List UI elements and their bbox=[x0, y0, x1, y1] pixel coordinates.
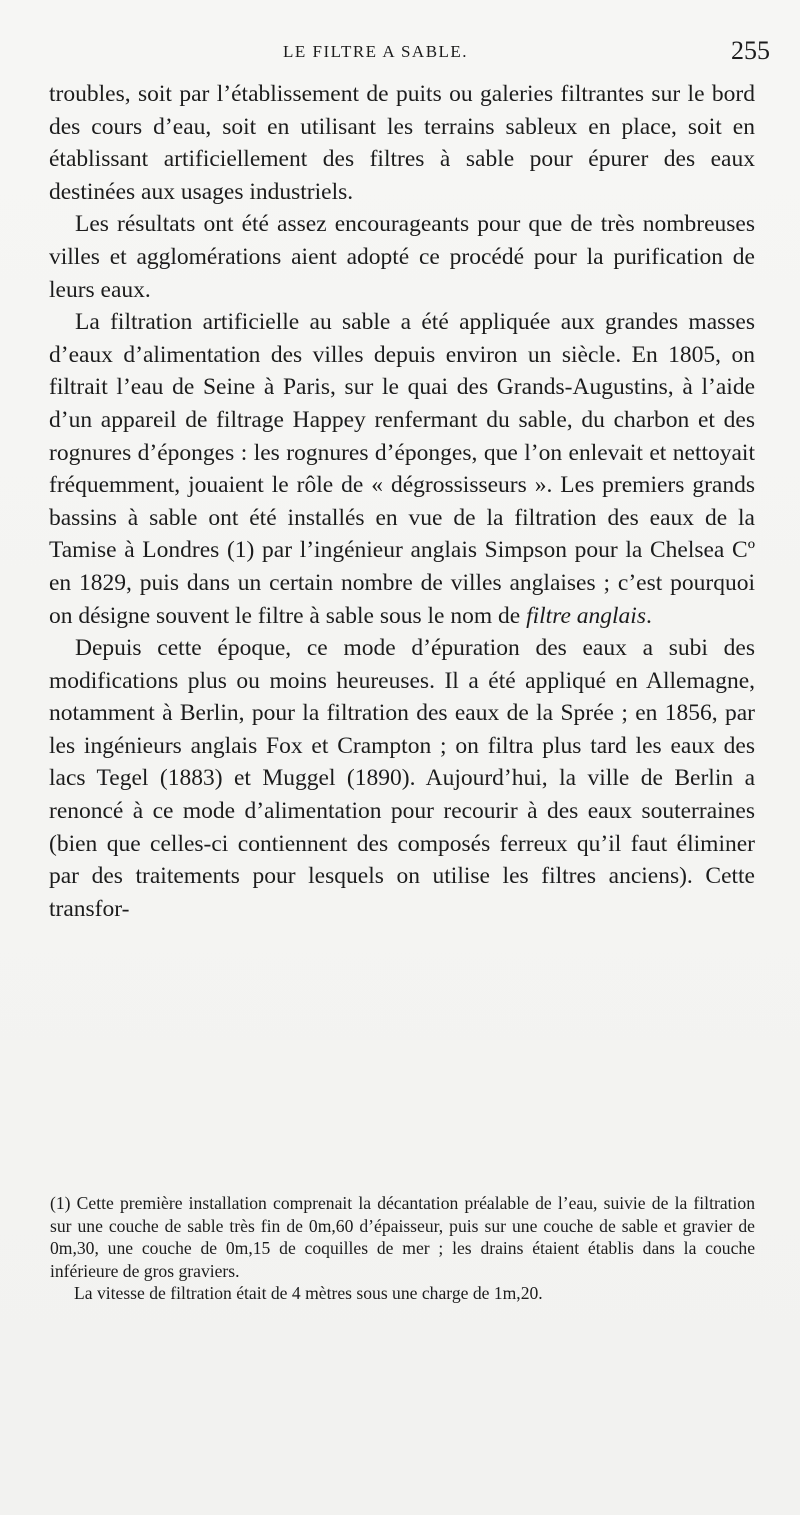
paragraph-history-text: La filtration artificielle au sable a été appliquée aux grandes masses d’eaux d’alimentation des villes depuis environ un siècle. En 1805, on filtrait l’eau de Seine à Paris, sur le quai des Grands-Augustins, à l’aide d’un appareil de filtrage Happey renfermant du sable, du charbon et des rognures d’éponges : les rognures d’éponges, que l’on enlevait et nettoyait fréquemment, jouaient le rôle de « dégrossisseurs ». Les premiers grands bassins à sable ont été installés en vue de la filtration des eaux de la Tamise à Londres (1) par l’ingénieur anglais Simpson pour la Chelsea Cº en 1829, puis dans un certain nombre de villes anglaises ; c’est pourquoi on désigne souvent le filtre à sable sous le nom de bbox=[49, 309, 755, 629]
footnotes bbox=[50, 1192, 755, 1305]
running-head bbox=[0, 36, 800, 66]
paragraph-continuation: troubles, soit par l’établissement de puits ou galeries filtrantes sur le bord des cours d’eau, soit en utilisant les terrains sableux en place, soit en établissant artificiellement des filtres à sable pour épurer des eaux destinées aux usages industriels. bbox=[49, 81, 755, 205]
paragraph-results: Les résultats ont été assez encourageants pour que de très nombreuses villes et agglomérations aient adopté ce procédé pour la purification de leurs eaux. bbox=[49, 211, 755, 303]
paragraph-history-end: . bbox=[645, 602, 652, 629]
paragraph-modifications: Depuis cette époque, ce mode d’épuration des eaux a subi des modifications plus ou moins heureuses. Il a été appliqué en Allemagne, notamment à Berlin, pour la filtration des eaux de la Sprée ; en 1856, par les ingénieurs anglais Fox et Crampton ; on filtra plus tard les eaux des lacs Tegel (1883) et Muggel (1890). Aujourd’hui, la ville de Berlin a renoncé à ce mode d’alimentation pour recourir à des eaux souterraines (bien que celles-ci contiennent des composés ferreux qu’il faut éliminer par des traitements pour lesquels on utilise les filtres anciens). Cette transfor- bbox=[49, 635, 755, 922]
running-title: LE FILTRE A SABLE. bbox=[283, 42, 469, 61]
page-number: 255 bbox=[731, 36, 770, 65]
paragraph-history bbox=[49, 306, 755, 632]
body-text bbox=[49, 78, 755, 925]
footnote-1-continuation: La vitesse de filtration était de 4 mètres sous une charge de 1m,20. bbox=[74, 1283, 543, 1304]
footnote-1: (1) Cette première installation comprenait la décantation préalable de l’eau, suivie de la filtration sur une couche de sable très fin de 0m,60 d’épaisseur, puis sur une couche de sable et gravier de 0m,30, une couche de 0m,15 de coquilles de mer ; les drains étaient établis dans la couche inférieure de gros graviers. bbox=[50, 1193, 755, 1281]
italic-term: filtre anglais bbox=[526, 602, 646, 629]
